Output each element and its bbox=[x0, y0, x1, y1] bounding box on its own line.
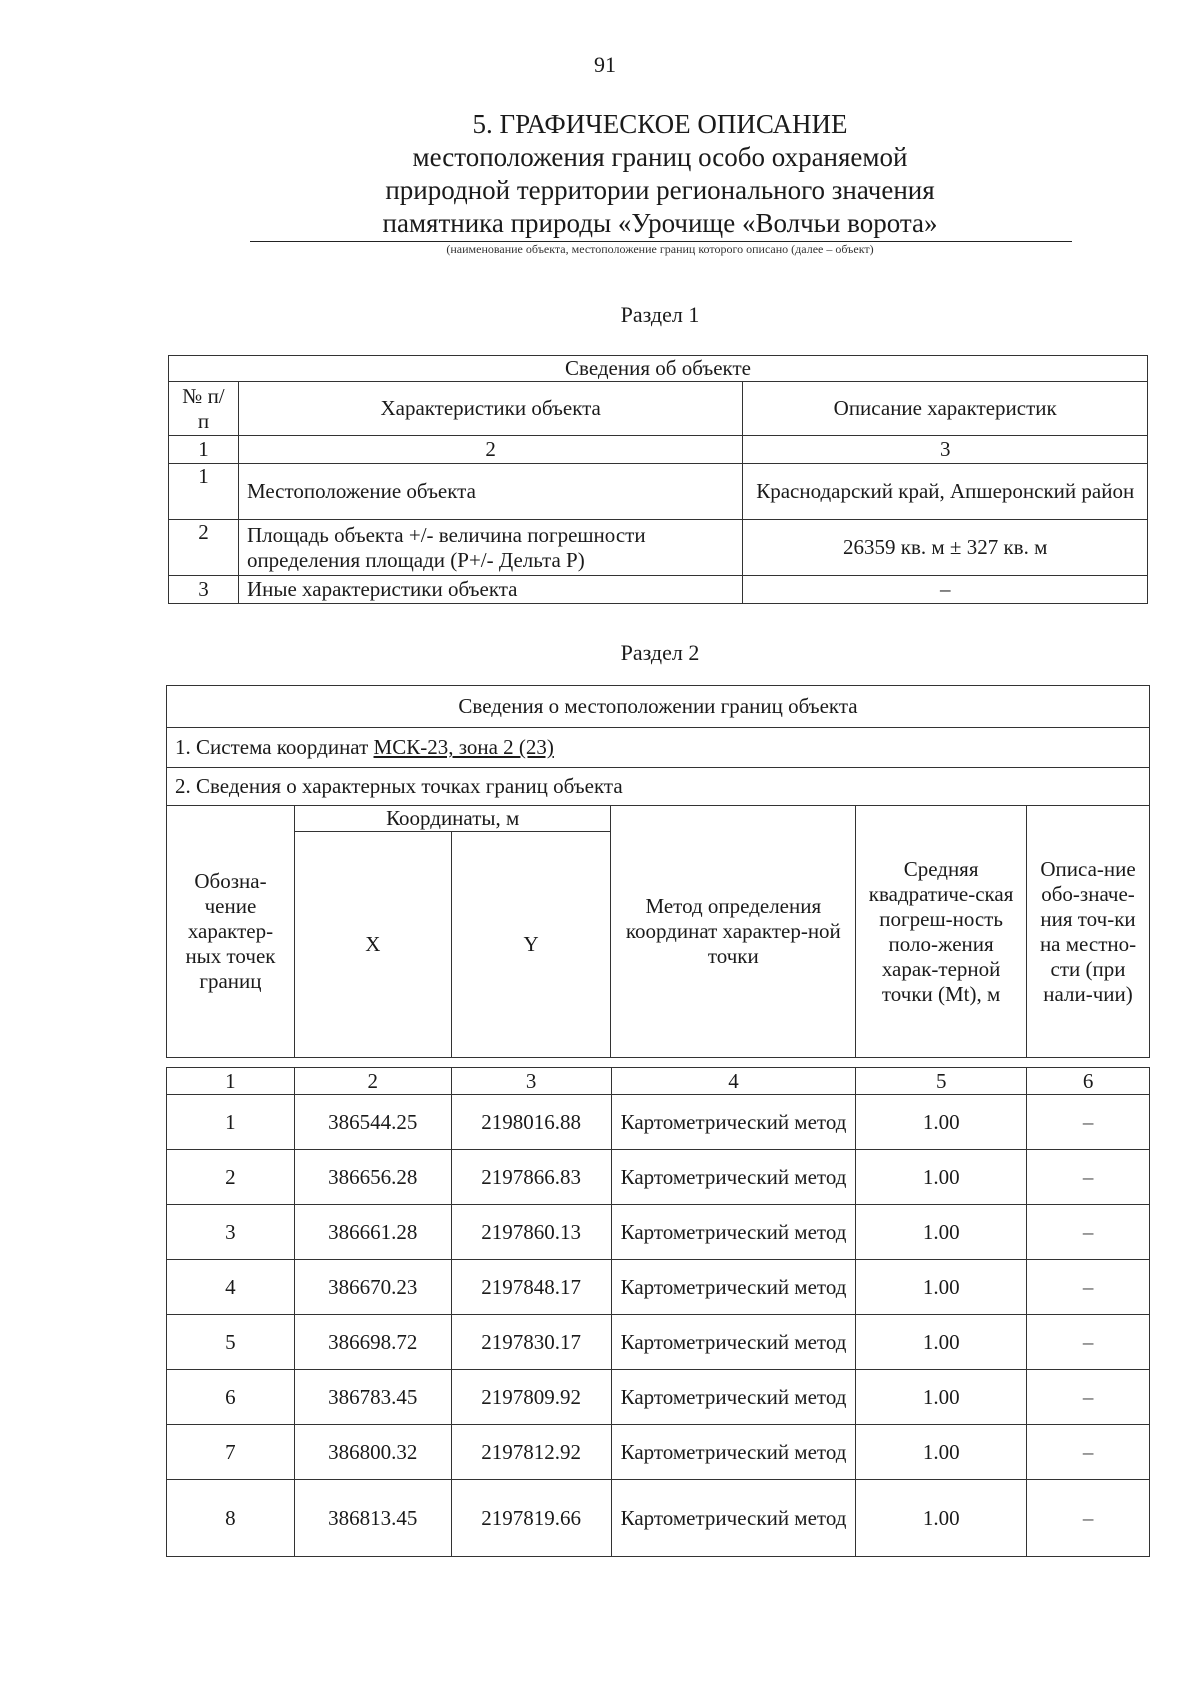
row-value: 26359 кв. м ± 327 кв. м bbox=[743, 520, 1148, 576]
table-row bbox=[169, 464, 1148, 520]
coord-system-row bbox=[167, 728, 1150, 768]
point-method: Картометрический метод bbox=[611, 1095, 856, 1150]
col-number: 5 bbox=[856, 1068, 1027, 1095]
col-number: 3 bbox=[743, 436, 1148, 464]
header-number: № п/п bbox=[169, 382, 239, 436]
point-accuracy: 1.00 bbox=[856, 1150, 1027, 1205]
boundary-header-table bbox=[166, 685, 1150, 1058]
table-row bbox=[167, 1150, 1150, 1205]
title-line-4: памятника природы «Урочище «Волчьи ворота» bbox=[382, 208, 938, 238]
point-description: – bbox=[1027, 1260, 1150, 1315]
title-line-3: природной территории регионального значения bbox=[385, 175, 935, 205]
col-number: 1 bbox=[169, 436, 239, 464]
table-row bbox=[167, 1260, 1150, 1315]
point-y: 2197866.83 bbox=[451, 1150, 611, 1205]
row-name: Иные характеристики объекта bbox=[238, 576, 742, 604]
row-number: 3 bbox=[169, 576, 239, 604]
point-method: Картометрический метод bbox=[611, 1205, 856, 1260]
document-title bbox=[250, 108, 1070, 240]
point-x: 386544.25 bbox=[294, 1095, 451, 1150]
coord-system-value: МСК-23, зона 2 (23) bbox=[373, 735, 554, 759]
point-accuracy: 1.00 bbox=[856, 1425, 1027, 1480]
header-point-description: Описа-ние обо-значе-ния точ-ки на местно-сти (при нали-чии) bbox=[1027, 806, 1150, 1058]
header-x: X bbox=[294, 832, 451, 1058]
point-x: 386800.32 bbox=[294, 1425, 451, 1480]
table-row bbox=[167, 1480, 1150, 1557]
point-method: Картометрический метод bbox=[611, 1260, 856, 1315]
point-description: – bbox=[1027, 1150, 1150, 1205]
point-number: 7 bbox=[167, 1425, 295, 1480]
header-description: Описание характеристик bbox=[743, 382, 1148, 436]
col-number: 3 bbox=[451, 1068, 611, 1095]
row-number: 2 bbox=[169, 520, 239, 576]
point-x: 386661.28 bbox=[294, 1205, 451, 1260]
header-accuracy: Средняя квадратиче-ская погреш-ность поло-жения харак-терной точки (Mt), м bbox=[856, 806, 1027, 1058]
point-x: 386698.72 bbox=[294, 1315, 451, 1370]
title-line-1: 5. ГРАФИЧЕСКОЕ ОПИСАНИЕ bbox=[472, 109, 848, 139]
col-number: 2 bbox=[238, 436, 742, 464]
row-name: Местоположение объекта bbox=[238, 464, 742, 520]
point-description: – bbox=[1027, 1370, 1150, 1425]
point-y: 2198016.88 bbox=[451, 1095, 611, 1150]
point-number: 2 bbox=[167, 1150, 295, 1205]
point-y: 2197812.92 bbox=[451, 1425, 611, 1480]
point-y: 2197848.17 bbox=[451, 1260, 611, 1315]
point-y: 2197819.66 bbox=[451, 1480, 611, 1557]
point-method: Картометрический метод bbox=[611, 1480, 856, 1557]
point-number: 6 bbox=[167, 1370, 295, 1425]
point-description: – bbox=[1027, 1315, 1150, 1370]
header-y: Y bbox=[451, 832, 611, 1058]
section-1-label: Раздел 1 bbox=[620, 302, 700, 327]
point-description: – bbox=[1027, 1205, 1150, 1260]
row-value: – bbox=[743, 576, 1148, 604]
row-number: 1 bbox=[169, 464, 239, 520]
table-row bbox=[167, 1370, 1150, 1425]
point-number: 1 bbox=[167, 1095, 295, 1150]
point-x: 386670.23 bbox=[294, 1260, 451, 1315]
point-accuracy: 1.00 bbox=[856, 1205, 1027, 1260]
header-coordinates: Координаты, м bbox=[294, 806, 611, 832]
point-description: – bbox=[1027, 1425, 1150, 1480]
point-number: 5 bbox=[167, 1315, 295, 1370]
point-number: 8 bbox=[167, 1480, 295, 1557]
point-number: 4 bbox=[167, 1260, 295, 1315]
row-name: Площадь объекта +/- величина погрешности определения площади (P+/- Дельта P) bbox=[238, 520, 742, 576]
point-method: Картометрический метод bbox=[611, 1370, 856, 1425]
point-y: 2197809.92 bbox=[451, 1370, 611, 1425]
point-x: 386783.45 bbox=[294, 1370, 451, 1425]
object-info-table bbox=[168, 355, 1148, 604]
table-row bbox=[167, 1425, 1150, 1480]
col-number: 4 bbox=[611, 1068, 856, 1095]
col-number: 6 bbox=[1027, 1068, 1150, 1095]
point-x: 386813.45 bbox=[294, 1480, 451, 1557]
point-method: Картометрический метод bbox=[611, 1315, 856, 1370]
table-title: Сведения об объекте bbox=[169, 356, 1148, 382]
col-number: 2 bbox=[294, 1068, 451, 1095]
table-row bbox=[167, 1095, 1150, 1150]
table-row bbox=[169, 520, 1148, 576]
table-row bbox=[167, 1205, 1150, 1260]
table-row bbox=[167, 1315, 1150, 1370]
point-description: – bbox=[1027, 1480, 1150, 1557]
header-characteristics: Характеристики объекта bbox=[238, 382, 742, 436]
title-note: (наименование объекта, местоположение границ которого описано (далее – объект) bbox=[446, 242, 874, 256]
point-x: 386656.28 bbox=[294, 1150, 451, 1205]
page-number: 91 bbox=[594, 52, 616, 77]
table-row bbox=[169, 576, 1148, 604]
boundary-points-table bbox=[166, 1067, 1150, 1557]
title-line-2: местоположения границ особо охраняемой bbox=[412, 142, 908, 172]
point-accuracy: 1.00 bbox=[856, 1480, 1027, 1557]
header-designation: Обозна-чение характер-ных точек границ bbox=[167, 806, 295, 1058]
row-value: Краснодарский край, Апшеронский район bbox=[743, 464, 1148, 520]
point-y: 2197830.17 bbox=[451, 1315, 611, 1370]
boundary-table-title: Сведения о местоположении границ объекта bbox=[167, 686, 1150, 728]
point-accuracy: 1.00 bbox=[856, 1260, 1027, 1315]
point-accuracy: 1.00 bbox=[856, 1315, 1027, 1370]
point-accuracy: 1.00 bbox=[856, 1095, 1027, 1150]
coord-system-prefix: 1. Система координат bbox=[175, 735, 374, 759]
point-accuracy: 1.00 bbox=[856, 1370, 1027, 1425]
header-method: Метод определения координат характер-ной точки bbox=[611, 806, 856, 1058]
point-number: 3 bbox=[167, 1205, 295, 1260]
point-description: – bbox=[1027, 1095, 1150, 1150]
point-method: Картометрический метод bbox=[611, 1150, 856, 1205]
col-number: 1 bbox=[167, 1068, 295, 1095]
point-y: 2197860.13 bbox=[451, 1205, 611, 1260]
points-section-title: 2. Сведения о характерных точках границ объекта bbox=[167, 768, 1150, 806]
point-method: Картометрический метод bbox=[611, 1425, 856, 1480]
section-2-label: Раздел 2 bbox=[620, 640, 700, 665]
